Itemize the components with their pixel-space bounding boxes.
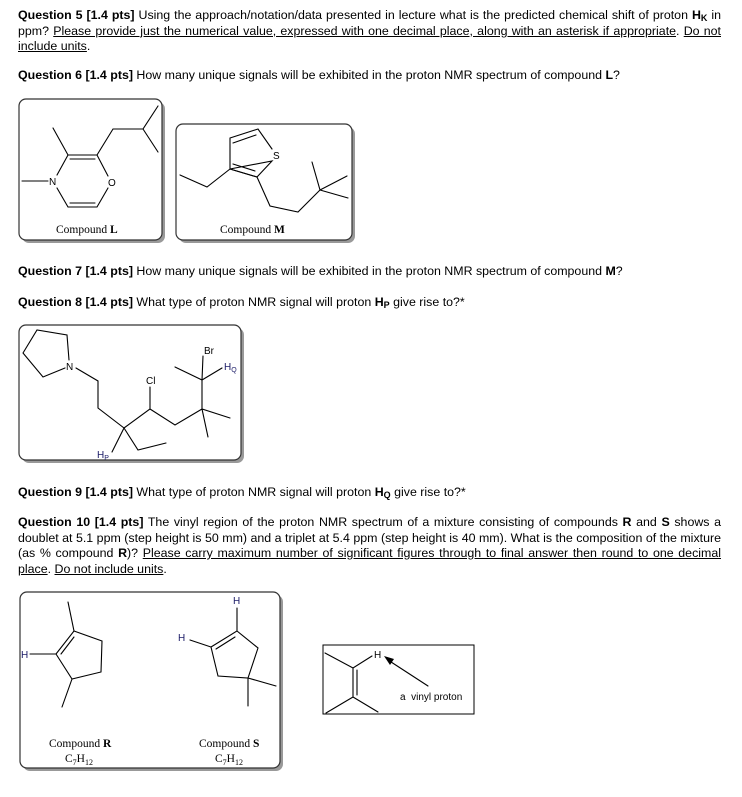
question-text: The vinyl region of the proton NMR spectrum of a mixture consisting of compounds [143, 515, 623, 529]
vinyl-h-label: H [233, 596, 241, 607]
question-text: What type of proton NMR signal will proton [132, 295, 375, 309]
sulfur-atom: S [273, 151, 280, 162]
compound-l-structure [19, 99, 165, 243]
compound-m-label: Compound M [220, 224, 285, 236]
compound-r-formula: $C_7H_{12}$ [65, 753, 93, 767]
bromine-atom: Br [204, 346, 214, 357]
compound-ref: R [118, 546, 128, 560]
proton-label: H [691, 8, 701, 22]
oxygen-atom: O [108, 178, 116, 189]
question-title: Question 6 [1.4 pts] [18, 68, 133, 82]
question-title: Question 7 [1.4 pts] [18, 264, 133, 278]
vinyl-proton-example [323, 645, 474, 714]
instruction: Please provide just the numerical value, expressed with one decimal place, along with an asterisk if appropriate [53, 23, 677, 38]
instruction: Please carry maximum number of significant figures through to final answer then round to one decimal place [18, 546, 721, 576]
compound-m-structure [176, 124, 355, 243]
proton-hq-label: $H_Q$ [224, 362, 237, 374]
vinyl-proton-caption: a vinyl proton [400, 692, 463, 703]
question-text: . [86, 39, 91, 53]
question-text: . [676, 23, 684, 38]
question-text: . [47, 561, 55, 576]
proton-subscript: K [700, 13, 708, 23]
nitrogen-atom: N [66, 362, 74, 373]
compounds-rs-structure [20, 592, 283, 771]
question-text: Using the approach/notation/data presented in lecture what is the predicted chemical shift of proton [134, 8, 692, 22]
nitrogen-atom: N [49, 177, 57, 188]
compound-r-label: Compound R [49, 738, 112, 750]
proton-label: H [374, 295, 384, 309]
proton-hp-label: $H_P$ [97, 450, 109, 462]
question-title: Question 9 [1.4 pts] [18, 485, 133, 499]
q8-structure [19, 325, 244, 463]
compound-ref: R [622, 515, 632, 529]
instruction: Do not include units [54, 561, 164, 576]
question-text: ? [615, 264, 623, 278]
question-text: What type of proton NMR signal will proton [132, 485, 375, 499]
question-title: Question 10 [1.4 pts] [18, 515, 144, 529]
compound-l-label: Compound L [56, 224, 118, 236]
question-text: How many unique signals will be exhibited in the proton NMR spectrum of compound [132, 264, 606, 278]
question-text: in ppm? [18, 8, 721, 38]
compound-ref: L [605, 68, 614, 82]
question-text: and [631, 515, 662, 529]
question-title: Question 8 [1.4 pts] [18, 295, 133, 309]
question-text: How many unique signals will be exhibited in the proton NMR spectrum of compound [132, 68, 606, 82]
instruction: Do not include units [18, 23, 721, 53]
compound-ref: S [661, 515, 670, 529]
vinyl-h-label: H [178, 633, 186, 644]
question-text: ? [613, 68, 620, 82]
vinyl-h-label: H [374, 650, 382, 661]
compound-s-formula: $C_7H_{12}$ [215, 753, 243, 767]
vinyl-h-label: H [21, 650, 29, 661]
question-title: Question 5 [1.4 pts] [18, 8, 135, 22]
compound-ref: M [605, 264, 616, 278]
proton-subscript: P [383, 300, 390, 310]
question-text: give rise to?* [390, 485, 466, 499]
question-text: )? [127, 546, 143, 560]
question-text: shows a doublet at 5.1 ppm (step height is 50 mm) and a triplet at 5.4 ppm (step height is 40 mm). What is the composition of the mixture (as % compound [18, 515, 722, 560]
question-text: . [163, 561, 167, 576]
proton-label: H [374, 485, 384, 499]
chlorine-atom: Cl [146, 376, 156, 387]
proton-subscript: Q [383, 490, 391, 500]
question-text: give rise to?* [389, 295, 465, 309]
compound-s-label: Compound S [199, 738, 260, 750]
